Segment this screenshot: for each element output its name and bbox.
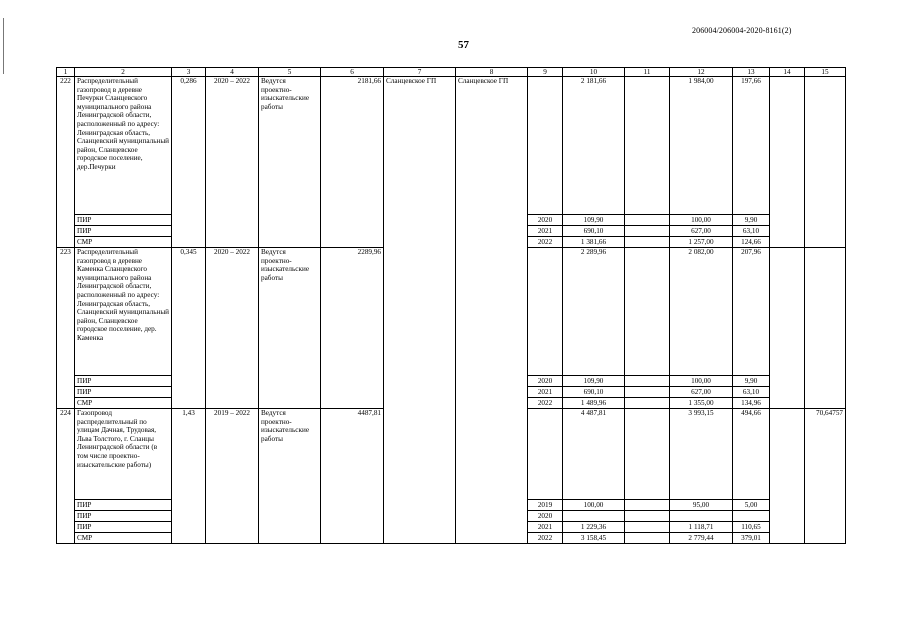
stage-regional-funding: 2 779,44: [670, 533, 733, 544]
col-header: 3: [172, 68, 206, 77]
stage-type: ПИР: [75, 511, 172, 522]
col-header: 4: [206, 68, 259, 77]
work-status: Ведутся проектно-изыскательские работы: [259, 77, 321, 248]
stage-local-funding: 5,00: [733, 500, 770, 511]
row-number: 223: [57, 248, 75, 409]
stage-total-funding: 1 489,96: [563, 398, 625, 409]
stage-total-funding: 3 158,45: [563, 533, 625, 544]
column-number-header-row: [57, 68, 846, 77]
column-11-cell: [625, 387, 670, 398]
column-15-value: [805, 77, 846, 248]
column-11-cell: [625, 215, 670, 226]
column-11-cell: [625, 237, 670, 248]
col-header: 11: [625, 68, 670, 77]
stage-year: 2021: [528, 387, 563, 398]
implementation-period: 2020 – 2022: [206, 248, 259, 409]
page-number: 57: [458, 39, 469, 51]
column-11-cell: [625, 533, 670, 544]
column-11-cell: [625, 226, 670, 237]
stage-local-funding: 379,01: [733, 533, 770, 544]
stage-total-funding: 100,00: [563, 500, 625, 511]
col-header: 15: [805, 68, 846, 77]
pipeline-length: 0,345: [172, 248, 206, 409]
object-row: [57, 77, 846, 215]
total-cost: 4487,81: [321, 409, 384, 544]
stage-year: 2022: [528, 533, 563, 544]
year-cell: [528, 248, 563, 376]
col-header: 5: [259, 68, 321, 77]
year-cell: [528, 409, 563, 500]
stage-local-funding: 9,90: [733, 376, 770, 387]
implementation-period: 2019 – 2022: [206, 409, 259, 544]
col-header: 12: [670, 68, 733, 77]
column-14-cell: [770, 77, 805, 248]
stage-regional-funding: 1 257,00: [670, 237, 733, 248]
total-cost: 2289,96: [321, 248, 384, 409]
regional-funding: 3 993,15: [670, 409, 733, 500]
stage-regional-funding: 627,00: [670, 226, 733, 237]
stage-type: СМР: [75, 533, 172, 544]
stage-year: 2022: [528, 237, 563, 248]
column-11-cell: [625, 77, 670, 215]
object-name: Газопровод распределительный по улицам Дачная, Трудовая, Льва Толстого, г. Сланцы Ленинградской области (в том числе проектно-изыскательские работы): [75, 409, 172, 500]
stage-regional-funding: 1 355,00: [670, 398, 733, 409]
gas-pipeline-table: [56, 67, 846, 544]
stage-year: 2020: [528, 376, 563, 387]
pipeline-length: 0,286: [172, 77, 206, 248]
work-status: Ведутся проектно-изыскательские работы: [259, 248, 321, 409]
implementation-period: 2020 – 2022: [206, 77, 259, 248]
column-11-cell: [625, 511, 670, 522]
column-11-cell: [625, 409, 670, 500]
stage-year: 2019: [528, 500, 563, 511]
col-header: 10: [563, 68, 625, 77]
column-11-cell: [625, 398, 670, 409]
col-header: 2: [75, 68, 172, 77]
stage-local-funding: [733, 511, 770, 522]
stage-type: ПИР: [75, 215, 172, 226]
column-14-cell: [770, 409, 805, 544]
regional-funding: 2 082,00: [670, 248, 733, 376]
stage-type: ПИР: [75, 522, 172, 533]
stage-type: ПИР: [75, 226, 172, 237]
stage-total-funding: 109,90: [563, 215, 625, 226]
work-status: Ведутся проектно-изыскательские работы: [259, 409, 321, 544]
stage-total-funding: 1 381,66: [563, 237, 625, 248]
col-header: 13: [733, 68, 770, 77]
responsible-municipality: Сланцевское ГП: [384, 77, 456, 544]
local-funding: 207,96: [733, 248, 770, 376]
stage-total-funding: [563, 511, 625, 522]
year-cell: [528, 77, 563, 215]
stage-total-funding: 690,10: [563, 387, 625, 398]
stage-total-funding: 1 229,36: [563, 522, 625, 533]
col-header: 8: [456, 68, 528, 77]
object-name: Распределительный газопровод в деревне Каменка Сланцевского муниципального района Ленинградской области, расположенный по адресу: Ленинградская область, Сланцевский муниципальный район, Сланцевское городское поселение, дер. Каменка: [75, 248, 172, 376]
col-header: 9: [528, 68, 563, 77]
object-name: Распределительный газопровод в деревне Печурки Сланцевского муниципального района Ленинградской области, расположенный по адресу: Ленинградская область, Сланцевский муниципальный район, Сланцевское городское поселение, дер.Печурки: [75, 77, 172, 215]
column-11-cell: [625, 522, 670, 533]
col-header: 14: [770, 68, 805, 77]
stage-local-funding: 124,66: [733, 237, 770, 248]
column-15-value: [805, 248, 846, 409]
stage-regional-funding: [670, 511, 733, 522]
stage-year: 2021: [528, 226, 563, 237]
stage-regional-funding: 100,00: [670, 376, 733, 387]
local-funding: 197,66: [733, 77, 770, 215]
stage-local-funding: 63,10: [733, 226, 770, 237]
column-15-value: 70,64757: [805, 409, 846, 544]
regional-funding: 1 984,00: [670, 77, 733, 215]
column-11-cell: [625, 248, 670, 376]
document-id: 206004/206004-2020-8161(2): [692, 26, 792, 35]
column-11-cell: [625, 500, 670, 511]
stage-regional-funding: 627,00: [670, 387, 733, 398]
row-number: 222: [57, 77, 75, 248]
stage-regional-funding: 100,00: [670, 215, 733, 226]
stage-type: СМР: [75, 398, 172, 409]
stage-type: СМР: [75, 237, 172, 248]
stage-local-funding: 134,96: [733, 398, 770, 409]
col-header: 6: [321, 68, 384, 77]
total-funding: 2 181,66: [563, 77, 625, 215]
stage-local-funding: 9,90: [733, 215, 770, 226]
stage-regional-funding: 95,00: [670, 500, 733, 511]
stage-year: 2020: [528, 511, 563, 522]
total-funding: 4 487,81: [563, 409, 625, 500]
stage-regional-funding: 1 118,71: [670, 522, 733, 533]
left-margin-rule: [3, 18, 4, 74]
stage-local-funding: 110,65: [733, 522, 770, 533]
row-number: 224: [57, 409, 75, 544]
beneficiary-municipality: Сланцевское ГП: [456, 77, 528, 544]
stage-year: 2021: [528, 522, 563, 533]
stage-total-funding: 109,90: [563, 376, 625, 387]
pipeline-length: 1,43: [172, 409, 206, 544]
total-funding: 2 289,96: [563, 248, 625, 376]
stage-year: 2022: [528, 398, 563, 409]
local-funding: 494,66: [733, 409, 770, 500]
stage-type: ПИР: [75, 376, 172, 387]
stage-local-funding: 63,10: [733, 387, 770, 398]
col-header: 7: [384, 68, 456, 77]
column-14-cell: [770, 248, 805, 409]
stage-type: ПИР: [75, 500, 172, 511]
col-header: 1: [57, 68, 75, 77]
stage-year: 2020: [528, 215, 563, 226]
total-cost: 2181,66: [321, 77, 384, 248]
column-11-cell: [625, 376, 670, 387]
stage-total-funding: 690,10: [563, 226, 625, 237]
stage-type: ПИР: [75, 387, 172, 398]
